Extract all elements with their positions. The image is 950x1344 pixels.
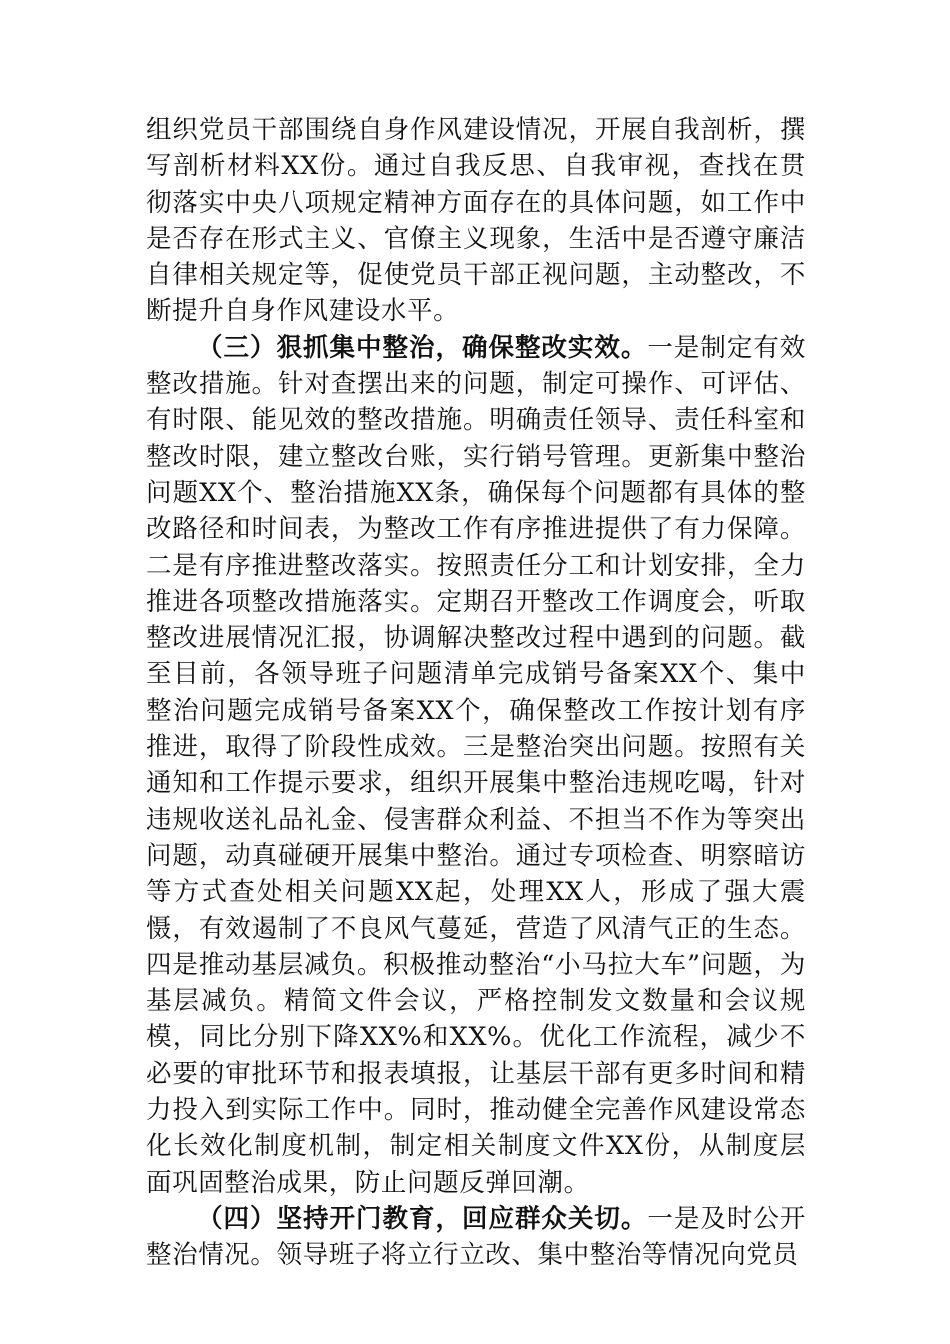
paragraph-text: 组织党员干部围绕自身作风建设情况，开展自我剖析，撰写剖析材料XX份。通过自我反思、自我审视，查找在贯彻落实中央八项规定精神方面存在的具体问题，如工作中是否存在形式主义、官僚主义现象，生活中是否遵守廉洁自律相关规定等，促使党员干部正视问题，主动整改，不断提升自身作风建设水平。 — [146, 115, 806, 327]
section-heading-four: （四）坚持开门教育，回应群众关切。 — [197, 1203, 648, 1234]
paragraph-text: 一是制定有效整改措施。针对查摆出来的问题，制定可操作、可评估、有时限、能见效的整改措施。明确责任领导、责任科室和整改时限，建立整改台账，实行销号管理。更新集中整治问题XX个、整治措施XX条，确保每个问题都有具体的整改路径和时间表，为整改工作有序推进提供了有力保障。二是有序推进整改落实。按照责任分工和计划安排，全力推进各项整改措施落实。定期召开整改工作调度会，听取整改进展情况汇报，协调解决整改过程中遇到的问题。截至目前，各领导班子问题清单完成销号备案XX个、集中整治问题完成销号备案XX个，确保整改工作按计划有序推进，取得了阶段性成效。三是整治突出问题。按照有关通知和工作提示要求，组织开展集中整治违规吃喝，针对违规收送礼品礼金、侵害群众利益、不担当不作为等突出问题，动真碰硬开展集中整治。通过专项检查、明察暗访等方式查处相关问题XX起，处理XX人，形成了强大震慑，有效遏制了不良风气蔓延，营造了风清气正的生态。四是推动基层减负。积极推动整治“小马拉大车”问题，为基层减负。精简文件会议，严格控制发文数量和会议规模，同比分别下降XX%和XX%。优化工作流程，减少不必要的审批环节和报表填报，让基层干部有更多时间和精力投入到实际工作中。同时，推动健全完善作风建设常态化长效化制度机制，制定相关制度文件XX份，从制度层面巩固整治成果，防止问题反弹回潮。 — [146, 332, 806, 1198]
section-heading-three: （三）狠抓集中整治，确保整改实效。 — [197, 332, 648, 363]
paragraph-open-education — [146, 1201, 806, 1274]
paragraph-text: 一是及时公开整治情况。领导班子将立行立改、集中整治等情况向党员 — [146, 1203, 806, 1271]
paragraph-rectification — [146, 330, 806, 1201]
paragraph-self-analysis — [146, 112, 806, 330]
document-body — [146, 112, 806, 1274]
